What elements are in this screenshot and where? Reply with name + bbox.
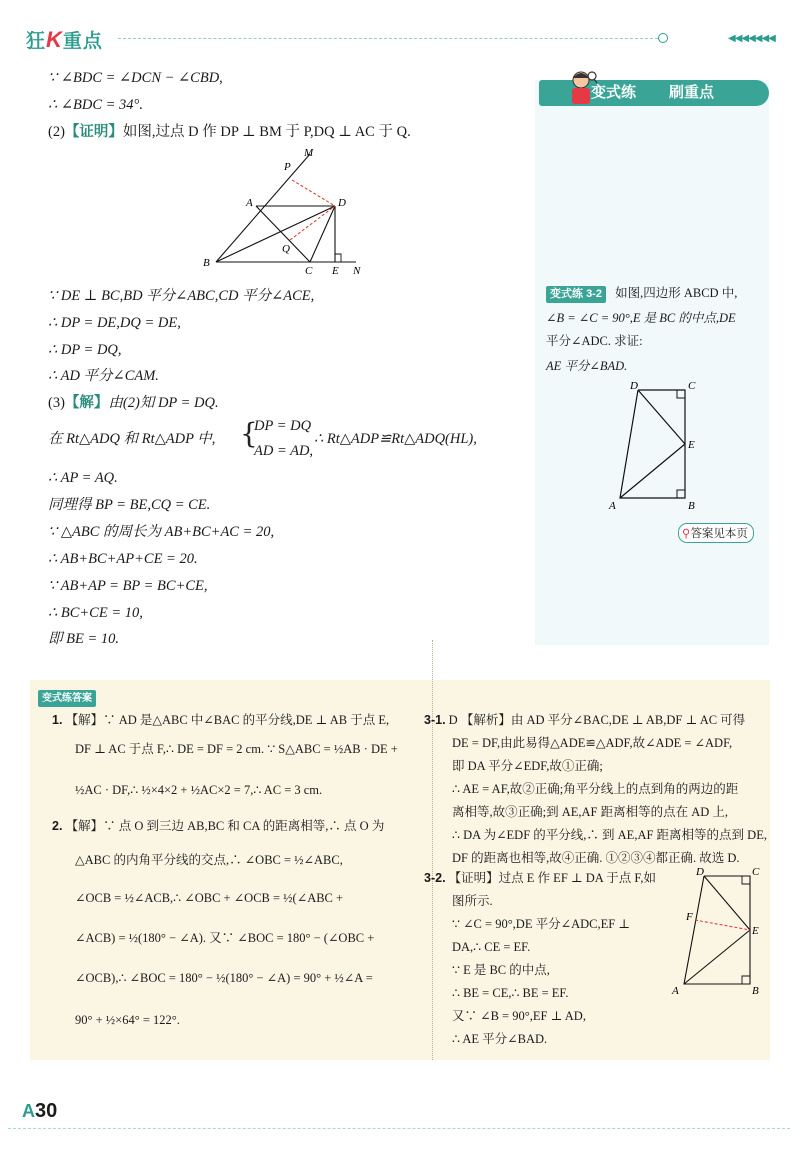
figure-label-P: P <box>284 161 291 173</box>
solution-line: (3)【解】由(2)知 DP = DQ. <box>48 395 219 411</box>
question-text: 如图,四边形 ABCD 中, <box>615 286 738 300</box>
figure-label-D: D <box>696 866 704 878</box>
answer-line: 图所示. <box>452 894 493 908</box>
figure-label-C: C <box>305 265 313 277</box>
brand-logo <box>26 26 103 53</box>
answer-1: 1. 【解】∵ AD 是△ABC 中∠BAC 的平分线,DE ⊥ AB 于点 E, <box>52 713 390 727</box>
header-rule <box>118 38 663 39</box>
solution-line: ∴ AP = AQ. <box>48 470 118 486</box>
answer-line: 即 DA 平分∠EDF,故①正确; <box>452 759 603 773</box>
answer-line: △ABC 的内角平分线的交点,∴ ∠OBC = ½∠ABC, <box>75 853 343 867</box>
solution-line: 同理得 BP = BE,CQ = CE. <box>48 497 211 513</box>
question-text: 平分∠ADC. 求证: <box>546 334 643 348</box>
exercise-3-2-header <box>546 285 737 303</box>
answer-line: DE = DF,由此易得△ADE≌△ADF,故∠ADE = ∠ADF, <box>452 736 733 750</box>
brace-icon: { <box>240 417 258 450</box>
answer-reference-badge: ⚲答案见本页 <box>678 523 754 543</box>
figure-label-B: B <box>688 500 695 512</box>
figure-label-D: D <box>338 197 346 209</box>
answer-line: ∵ ∠C = 90°,DE 平分∠ADC,EF ⊥ <box>452 917 631 931</box>
figure-label-F: F <box>686 911 693 923</box>
footer-rule <box>8 1128 790 1129</box>
answer-line: DA,∴ CE = EF. <box>452 940 531 954</box>
pin-icon: ⚲ <box>682 528 691 540</box>
answer-line: ∠ACB) = ½(180° − ∠A). 又∵ ∠BOC = 180° − (∠OBC + <box>75 931 375 945</box>
page-badge-icon: A <box>22 1101 35 1121</box>
figure-label-N: N <box>353 265 361 277</box>
logo-text-suffix: 重点 <box>62 31 103 52</box>
system-line: DP = DQ <box>254 418 312 434</box>
figure-label-A: A <box>672 985 679 997</box>
logo-k: K <box>46 27 63 52</box>
figure-label-A: A <box>246 197 253 209</box>
solution-line: ∴ DP = DE,DQ = DE, <box>48 315 181 331</box>
figure-label-E: E <box>332 265 339 277</box>
answer-line: DF ⊥ AC 于点 F,∴ DE = DF = 2 cm. ∵ S△ABC = ½AB · DE + <box>75 742 398 756</box>
answer-line: ½AC · DF,∴ ½×4×2 + ½AC×2 = 7,∴ AC = 3 cm. <box>75 783 323 797</box>
system-line: AD = AD, <box>254 443 314 459</box>
logo-text: 狂 <box>26 31 47 52</box>
solution-line: ∴ BC+CE = 10, <box>48 605 143 621</box>
figure-label-E: E <box>752 925 759 937</box>
answer-3-1: 3-1. D 【解析】由 AD 平分∠BAC,DE ⊥ AB,DF ⊥ AC 可得 <box>424 713 746 727</box>
figure-label-Q: Q <box>282 243 290 255</box>
page-number: A30 <box>22 1100 58 1122</box>
answer-line: DF 的距离也相等,故④正确. ①②③④都正确. 故选 D. <box>452 851 740 865</box>
solution-line: 即 BE = 10. <box>48 631 119 647</box>
answer-line: 又∵ ∠B = 90°,EF ⊥ AD, <box>452 1009 586 1023</box>
quadrilateral-figure <box>600 378 710 513</box>
figure-label-M: M <box>304 148 314 159</box>
answer-2: 2. 【解】∵ 点 O 到三边 AB,BC 和 CA 的距离相等,∴ 点 O 为 <box>52 819 385 833</box>
figure-label-C: C <box>688 380 696 392</box>
figure-label-E: E <box>688 439 695 451</box>
solution-line: ∵ ∠BDC = ∠DCN − ∠CBD, <box>48 70 223 86</box>
figure-label-B: B <box>203 257 210 269</box>
column-divider <box>432 640 433 1060</box>
figure-label-A: A <box>609 500 616 512</box>
answer-line: ∠OCB = ½∠ACB,∴ ∠OBC + ∠OCB = ½(∠ABC + <box>75 891 344 905</box>
geometry-figure <box>198 148 378 278</box>
answer-3-2: 3-2. 【证明】过点 E 作 EF ⊥ DA 于点 F,如 <box>424 871 656 885</box>
solution-line: ∴ ∠BDC = 34°. <box>48 97 143 113</box>
answer-line: ∠OCB),∴ ∠BOC = 180° − ½(180° − ∠A) = 90° + ½∠A = <box>75 971 373 985</box>
answer-line: 离相等,故③正确;到 AE,AF 距离相等的点在 AD 上, <box>452 805 729 819</box>
answer-title: 变式练答案 <box>38 688 96 707</box>
answer-line: ∴ DA 为∠EDF 的平分线,∴ 到 AE,AF 距离相等的点到 DE, <box>452 828 767 842</box>
question-text: AE 平分∠BAD. <box>546 359 628 373</box>
arrows-icon: ◀◀◀◀◀◀◀ <box>728 33 775 44</box>
figure-label-C: C <box>752 866 760 878</box>
answer-line: ∴ BE = CE,∴ BE = EF. <box>452 986 569 1000</box>
solution-line: ∴ AD 平分∠CAM. <box>48 368 159 384</box>
mascot-icon <box>566 68 600 108</box>
solution-line: (2)【证明】如图,过点 D 作 DP ⊥ BM 于 P,DQ ⊥ AC 于 Q. <box>48 124 411 140</box>
banner-title: 变式练 <box>591 84 637 101</box>
banner-subtitle: 刷重点 <box>669 84 715 101</box>
answer-line: ∴ AE = AF,故②正确;角平分线上的点到角的两边的距 <box>452 782 739 796</box>
figure-label-D: D <box>630 380 638 392</box>
answer-quadrilateral-figure <box>662 862 772 1002</box>
answer-line: 90° + ½×64° = 122°. <box>75 1013 180 1027</box>
solution-line: ∴ Rt△ADP≌Rt△ADQ(HL), <box>314 431 477 447</box>
figure-label-B: B <box>752 985 759 997</box>
exercise-tag: 变式练 3-2 <box>546 286 606 303</box>
solution-line: ∵ DE ⊥ BC,BD 平分∠ABC,CD 平分∠ACE, <box>48 288 315 304</box>
solution-line: ∵ △ABC 的周长为 AB+BC+AC = 20, <box>48 524 275 540</box>
solution-line: ∴ AB+BC+AP+CE = 20. <box>48 551 198 567</box>
answer-line: ∴ AE 平分∠BAD. <box>452 1032 548 1046</box>
solution-line: ∴ DP = DQ, <box>48 342 122 358</box>
solution-line: 在 Rt△ADQ 和 Rt△ADP 中, <box>48 431 216 447</box>
header-dot-icon <box>658 33 668 43</box>
answer-line: ∵ E 是 BC 的中点, <box>452 963 550 977</box>
solution-line: ∵ AB+AP = BP = BC+CE, <box>48 578 208 594</box>
question-text: ∠B = ∠C = 90°,E 是 BC 的中点,DE <box>546 311 736 325</box>
